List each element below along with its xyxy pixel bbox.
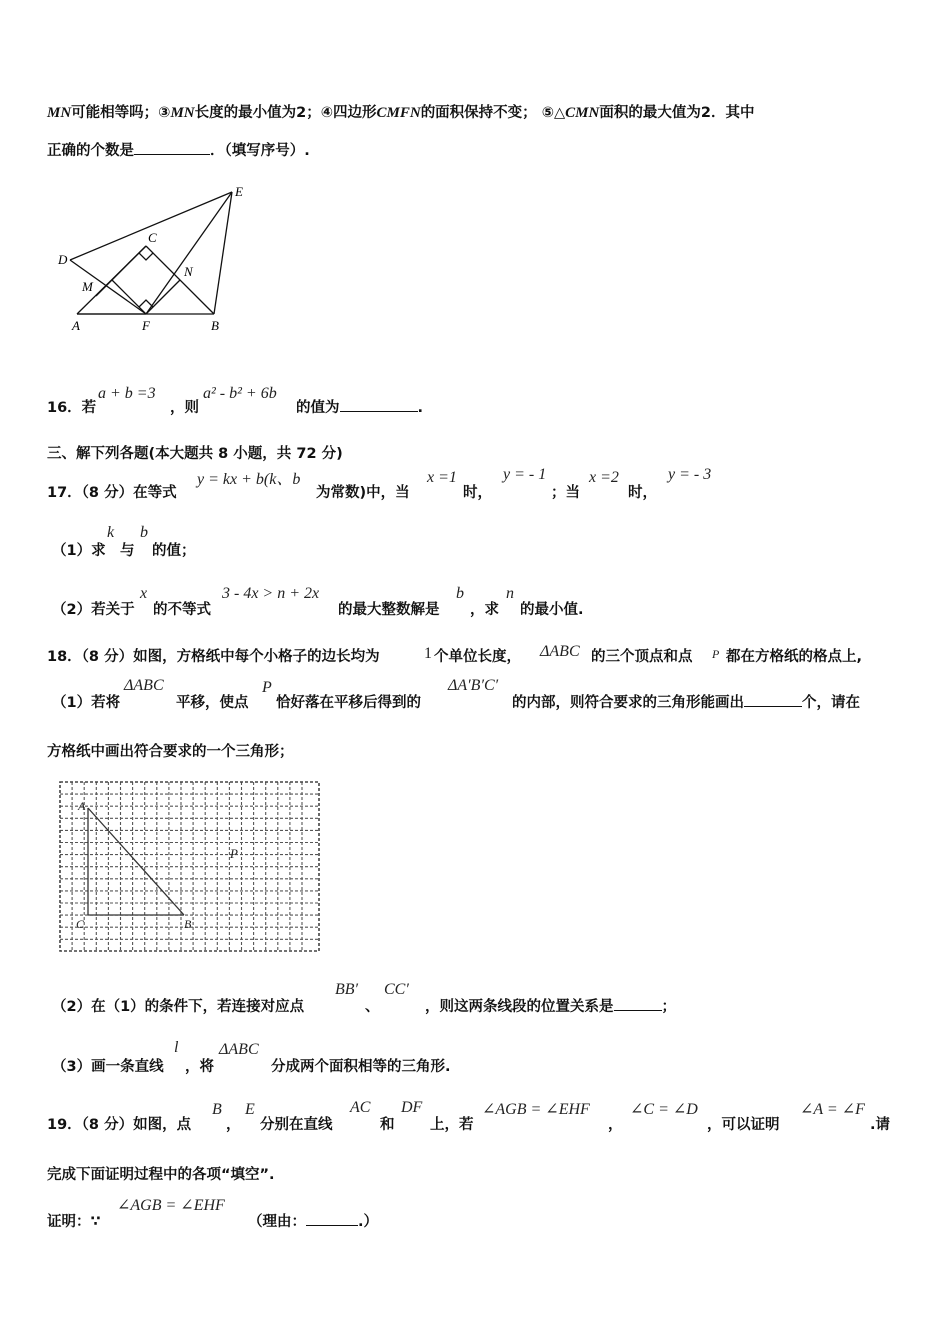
label-n: N [184, 264, 193, 279]
answer-blank[interactable] [744, 692, 802, 707]
label-a: A [72, 318, 80, 333]
q17-part2-bb: b [456, 585, 464, 602]
q16-tail-text: 的值为 [296, 400, 340, 416]
q17-text-1: 为常数)中，当 [316, 485, 410, 501]
q18-text-2: 的三个顶点和点 [591, 649, 693, 665]
q18-triangle: ΔABC [540, 643, 580, 660]
line-fn [146, 280, 180, 314]
q18-part2-b [425, 995, 676, 1016]
answer-blank[interactable] [614, 996, 662, 1011]
q18-part1-d [512, 691, 860, 712]
q19-point-b: B [212, 1101, 222, 1118]
q19-line-ac: AC [350, 1099, 371, 1116]
q19-text-4: .请 [870, 1117, 891, 1133]
q19-proof-b: （理由： [248, 1214, 306, 1230]
q19-line-2: 完成下面证明过程中的各项“填空”. [47, 1167, 275, 1183]
q18-point-p: P [712, 647, 720, 661]
q18-part1-a: （1）若将 [52, 695, 121, 711]
q18-part1-p: P [262, 679, 272, 696]
answer-blank[interactable] [134, 140, 210, 155]
q17-part2-a: （2）若关于 [52, 602, 135, 618]
q18-text-3: 都在方格纸的格点上, [726, 649, 863, 665]
q15-text: 长度的最小值为2；④四边形 [194, 105, 377, 121]
grid-label-b: B [184, 917, 192, 931]
q16-then [170, 396, 199, 417]
grid-label-c: C [76, 917, 85, 931]
q16-expression: a² - b² + 6b [203, 385, 277, 402]
q17-y2: y = - 3 [668, 466, 712, 483]
q17-part2-c: 的最大整数解是 [338, 602, 440, 618]
line-eb [214, 192, 232, 314]
q17-part2-n: n [506, 585, 514, 602]
q17-x2: x =2 [589, 469, 619, 486]
q19-angle-2: ∠C = ∠D [630, 1101, 698, 1118]
label-c: C [148, 230, 157, 245]
answer-blank[interactable] [306, 1211, 358, 1226]
q15-text: 可能相等吗；③ [71, 105, 171, 121]
section-title: 三、解下列各题(本大题共 8 小题，共 72 分) [47, 446, 343, 462]
grid-label-a: A [78, 799, 86, 813]
q15-text: 正确的个数是 [47, 143, 134, 159]
q15-line-1 [47, 101, 754, 122]
line-fm [112, 280, 146, 314]
q17-y1: y = - 1 [503, 466, 547, 483]
geometry-figure-15 [50, 180, 260, 340]
q19-point-e: E [245, 1101, 255, 1118]
q18-part2-end: ； [661, 999, 676, 1015]
q18-part1-triangle: ΔABC [124, 677, 164, 694]
segment-mn: MN [47, 105, 72, 121]
q18-part1-e: 个，请在 [802, 695, 860, 711]
grid-paper-figure [58, 780, 322, 954]
q19-proof-reason [248, 1210, 378, 1231]
grid-label-p: P [230, 846, 238, 861]
q18-part2-cc: CC′ [384, 981, 409, 998]
q16-line [47, 396, 96, 417]
q19-text-2: 上，若 [430, 1117, 474, 1133]
q17-part1-a: （1）求 [52, 543, 106, 559]
q18-part3-b: ，将 [185, 1059, 214, 1075]
q17-equation: y = kx + b(k、b [197, 471, 301, 488]
q19-text-1: 分别在直线 [260, 1117, 333, 1133]
right-angle-c [139, 253, 153, 260]
label-b: B [211, 318, 219, 333]
q17-part2-e: 的最小值. [520, 602, 584, 618]
q16-condition: a + b =3 [98, 385, 156, 402]
q19-proof-c: .） [358, 1214, 379, 1230]
q17-part2-d: ，求 [470, 602, 499, 618]
label-e: E [235, 184, 243, 199]
q19-and: 和 [380, 1117, 395, 1133]
q19-comma-2: ， [608, 1117, 623, 1133]
side-ab [88, 808, 184, 915]
q19-text-3: ，可以证明 [707, 1117, 780, 1133]
q19-line-df: DF [401, 1099, 423, 1116]
q16-end: . [417, 400, 424, 416]
q17-part2-inequality: 3 - 4x > n + 2x [222, 585, 320, 602]
label-m: M [82, 279, 93, 294]
q19-comma: ， [226, 1117, 241, 1133]
q17-part1-bb: b [140, 524, 148, 541]
q19-proof-angle: ∠AGB = ∠EHF [117, 1197, 225, 1214]
q18-part3-c: 分成两个面积相等的三角形. [271, 1059, 451, 1075]
segment-mn-2: MN [170, 105, 195, 121]
label-f: F [142, 318, 150, 333]
q16-number: 16．若 [47, 400, 97, 416]
q17-x1: x =1 [427, 469, 457, 486]
q18-part2-sep: 、 [365, 999, 380, 1015]
label-d: D [58, 252, 68, 267]
answer-blank[interactable] [340, 397, 418, 412]
q18-number: 18．（8 分）如图，方格纸中每个小格子的边长均为 [47, 649, 380, 665]
q17-part1-k: k [107, 524, 115, 541]
q19-angle-1: ∠AGB = ∠EHF [482, 1101, 590, 1118]
q19-angle-3: ∠A = ∠F [800, 1101, 865, 1118]
q18-part1-c: 恰好落在平移后得到的 [276, 695, 421, 711]
q18-text-1: 个单位长度， [434, 649, 521, 665]
q18-part2-bb: BB′ [335, 981, 359, 998]
q17-part1-b: 与 [120, 543, 135, 559]
q18-part3-l: l [174, 1039, 179, 1056]
q18-part1-triangle-prime: ΔA′B′C′ [448, 677, 499, 694]
q18-part1-b: 平移，使点 [176, 695, 249, 711]
q17-part2-x: x [140, 585, 148, 602]
q18-part3-triangle: ΔABC [219, 1041, 259, 1058]
q17-text-4: 时， [628, 485, 657, 501]
q17-text-3: ；当 [551, 485, 580, 501]
q17-part2-b: 的不等式 [153, 602, 211, 618]
q16-then-text: ，则 [170, 400, 199, 416]
q18-part2-a: （2）在（1）的条件下，若连接对应点 [52, 999, 305, 1015]
tri-cmn: CMN [565, 105, 600, 121]
quad-cmfn: CMFN [376, 105, 421, 121]
q15-line-2 [47, 139, 310, 160]
q17-number: 17．（8 分）在等式 [47, 485, 177, 501]
q18-part3-a: （3）画一条直线 [52, 1059, 164, 1075]
q17-text-2: 时， [463, 485, 492, 501]
q15-text: 的面积保持不变； ⑤△ [420, 105, 566, 121]
q18-one: 1 [424, 645, 432, 662]
q19-proof-a: 证明：∵ [47, 1214, 101, 1230]
q15-text: ．（填写序号）. [210, 143, 310, 159]
q15-text: 面积的最大值为2．其中 [599, 105, 755, 121]
q17-part1-c: 的值； [152, 543, 196, 559]
q18-part1-d-text: 的内部，则符合要求的三角形能画出 [512, 695, 744, 711]
q18-part2-b-text: ，则这两条线段的位置关系是 [425, 999, 614, 1015]
q18-part1-line2: 方格纸中画出符合要求的一个三角形； [47, 744, 294, 760]
q16-tail [296, 396, 423, 417]
q19-number: 19．（8 分）如图，点 [47, 1117, 192, 1133]
